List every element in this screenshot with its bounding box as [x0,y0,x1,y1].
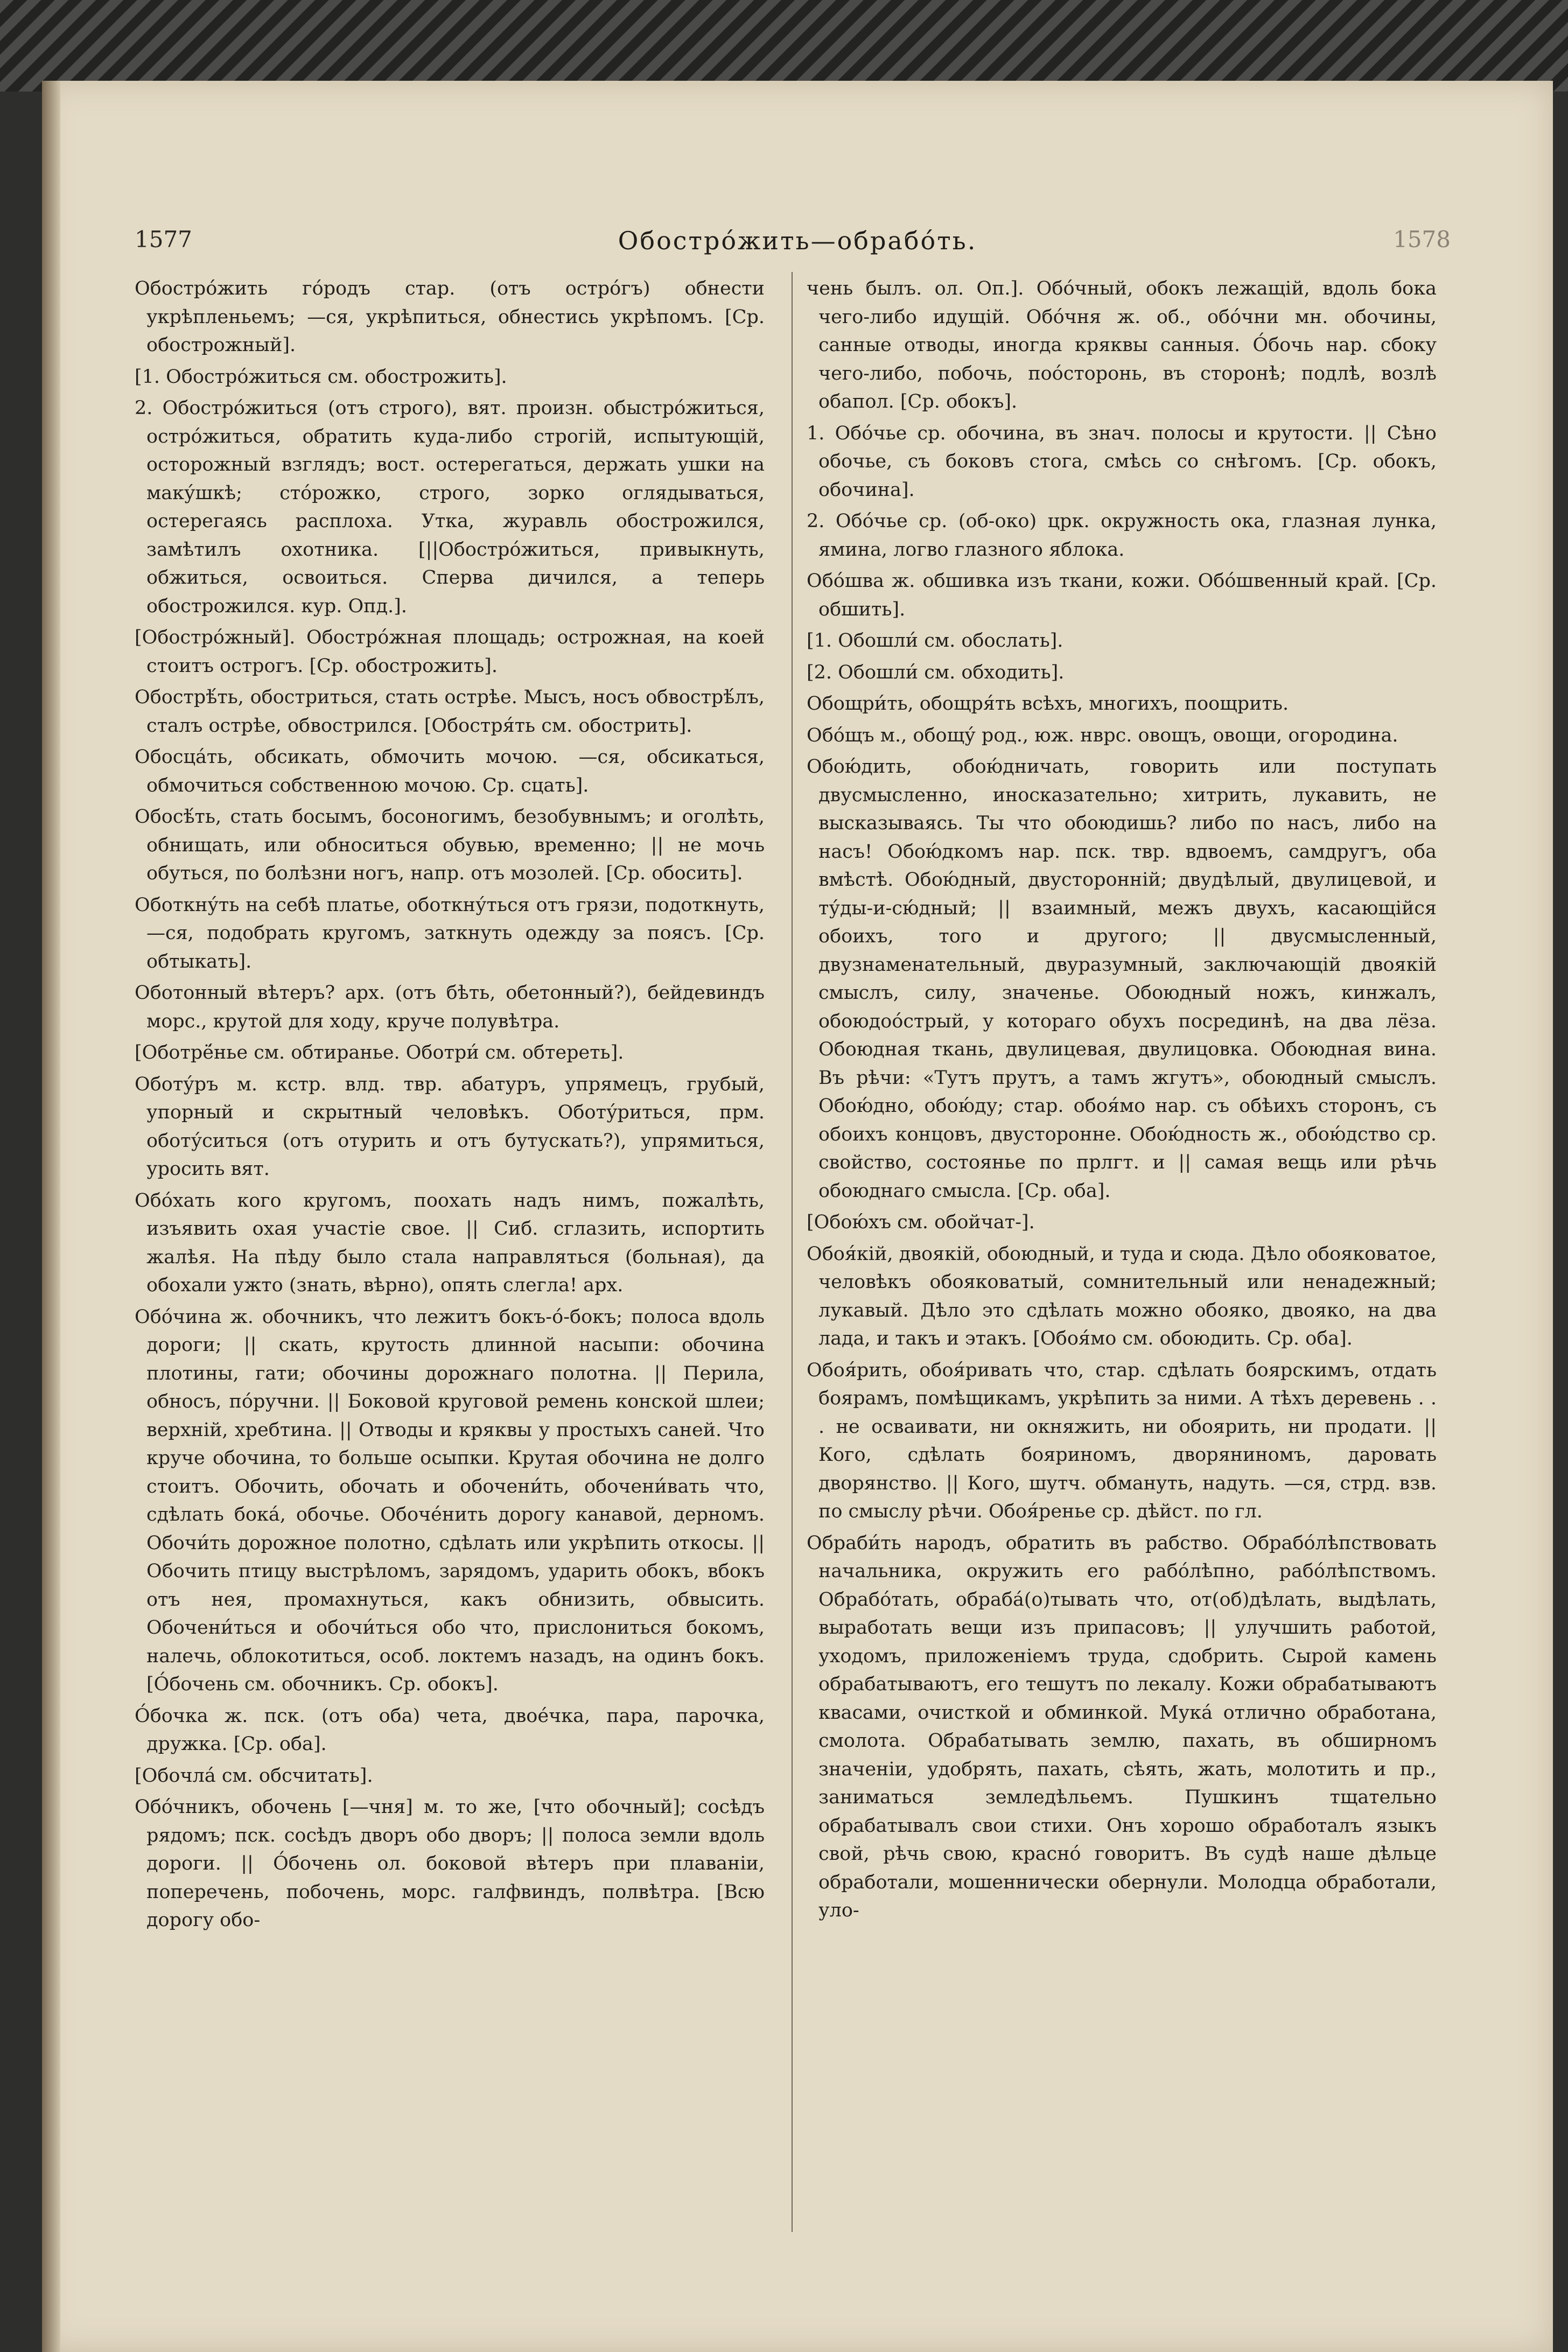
column-divider [792,272,793,2232]
dictionary-entry: [1. Обостро́житься см. обострожить]. [135,366,507,388]
page-header [42,226,1553,264]
dictionary-entry: 2. Обостро́житься (отъ строго), вят. произн. обыстро́житься, остро́житься, обратить куда-либо строгій, испытующій, осторожный взглядъ; вост. остерегаться, держать ушки на маку́шкѣ; сто́рожко, строго, зорко оглядываться, остерегаясь расплоха. Утка, журавль обострожился, замѣтилъ охотника. [||Обостро́житься, привыкнуть, обжиться, освоиться. Сперва дичился, а теперь обострожился. кур. Опд.]. [135,397,765,617]
dictionary-entry: [1. Обошли́ см. обослать]. [807,630,1063,652]
dictionary-entry: Обострѣ́ть, обостриться, стать острѣе. Мысъ, носъ обвострѣ́лъ, сталъ острѣе, обвострился. [Обостря́ть см. обострить]. [135,687,765,737]
dictionary-entry: [Обою́хъ см. обойчат-]. [807,1212,1035,1233]
dictionary-entry: Обо́щъ м., обощу́ род., юж. нврс. овощъ, овощи, огородина. [807,724,1398,746]
dictionary-entry: Обощри́ть, обощря́ть всѣхъ, многихъ, поощрить. [807,693,1289,715]
dictionary-entry: Обо́чникъ, обочень [—чня] м. то же, [что обочный]; сосѣдъ рядомъ; пск. сосѣдъ дворъ обо дворъ; || полоса земли вдоль дороги. || О́бочень ол. боковой вѣтеръ при плаваніи, поперечень, побочень, морс. галфвиндъ, полвѣтра. [Всю дорогу обо- [135,1796,765,1931]
page-spine [42,81,60,2352]
right-column [807,275,1437,1928]
dictionary-entry: Оботонный вѣтеръ? арх. (отъ бѣть, обетонный?), бейдевиндъ морс., крутой для ходу, круче полувѣтра. [135,982,765,1032]
page-number-right: 1578 [1393,226,1451,253]
dictionary-entry: [Обостро́жный]. Обостро́жная площадь; острожная, на коей стоитъ острогъ. [Ср. обострожить]. [135,627,765,677]
background-edge [0,0,1568,92]
running-head: Обостро́жить—обрабо́ть. [618,226,977,255]
dictionary-entry: Обосца́ть, обсикать, обмочить мочою. —ся, обсикаться, обмочиться собственною мочою. Ср. сцать]. [135,746,765,796]
dictionary-entry: Обоя́рить, обоя́ривать что, стар. сдѣлать боярскимъ, отдать боярамъ, помѣщикамъ, укрѣпить за ними. А тѣхъ деревень . . . не осваивати, ни окняжить, ни обоярить, ни продати. || Кого, сдѣлать бояриномъ, дворяниномъ, даровать дворянство. || Кого, шутч. обмануть, надуть. —ся, стрд. взв. по смыслу рѣчи. Обоя́ренье ср. дѣйст. по гл. [807,1359,1437,1522]
dictionary-entry: [Оботрё́нье см. обтиранье. Оботри́ см. обтереть]. [135,1042,624,1063]
dictionary-entry: 2. Обо́чье ср. (об-око) црк. окружность ока, глазная лунка, ямина, логво глазного яблока. [807,510,1437,561]
dictionary-entry: Обо́хать кого кругомъ, поохать надъ нимъ, пожалѣть, изъявить охая участіе свое. || Сиб. сглазить, испортить жалѣя. На пѣду было стала направляться (больная), да обохали ужто (знать, вѣрно), опять слегла! арх. [135,1189,765,1296]
dictionary-entry: Обосѣ́ть, стать босымъ, босоногимъ, безобувнымъ; и оголѣть, обнищать, или обноситься обувью, временно; || не мочь обуться, по болѣзни ногъ, напр. отъ мозолей. [Ср. обосить]. [135,806,765,884]
dictionary-entry: чень былъ. ол. Оп.]. Обо́чный, обокъ лежащій, вдоль бока чего-либо идущій. Обо́чня ж. об., обо́чни мн. обочины, санные отводы, иногда кряквы санныя. О́бочь нар. сбоку чего-либо, побочь, поо́сторонь, въ сторонѣ; подлѣ, возлѣ обапол. [Ср. обокъ]. [807,278,1437,412]
dictionary-entry: Обо́шва ж. обшивка изъ ткани, кожи. Обо́швенный край. [Ср. обшить]. [807,570,1437,620]
dictionary-entry: Оботу́ръ м. кстр. влд. твр. абатуръ, упрямецъ, грубый, упорный и скрытный человѣкъ. Оботу́риться, прм. оботу́ситься (отъ отурить и отъ бутускать?), упрямиться, уросить вят. [135,1073,765,1180]
page-number-left: 1577 [135,226,192,253]
dictionary-entry: О́бочка ж. пск. (отъ оба) чета, двое́чка, пара, парочка, дружка. [Ср. оба]. [135,1705,765,1755]
dictionary-entry: [Обочла́ см. обсчитать]. [135,1765,373,1787]
dictionary-entry: 1. Обо́чье ср. обочина, въ знач. полосы и крутости. || Сѣно обочье, съ боковъ стога, смѣсь со снѣгомъ. [Ср. обокъ, обочина]. [807,422,1437,501]
book-page [42,81,1553,2352]
dictionary-entry: Обо́чина ж. обочникъ, что лежитъ бокъ-ό-бокъ; полоса вдоль дороги; || скать, крутость длинной насыпи: обочина плотины, гати; обочины дорожнаго полотна. || Перила, обносъ, по́ручни. || Боковой круговой ремень конской шлеи; верхній, хребтина. || Отводы и кряквы у простыхъ саней. Что круче обочина, то больше осыпки. Крутая обочина не долго стоитъ. Обочить, обочать и обочени́ть, обочени́вать что, сдѣлать бока́, обочье. Обоче́нить дорогу канавой, дерномъ. Обочи́ть дорожное полотно, сдѣлать или укрѣпить откосы. || Обочить птицу выстрѣломъ, зарядомъ, ударить обокъ, вбокъ отъ нея, промахнуться, какъ обнизить, обвысить. Обочени́ться и обочи́ться обо что, прислониться бокомъ, налечь, облокотиться, особ. локтемъ назадъ, на одинъ бокъ. [О́бочень см. обочникъ. Ср. обокъ]. [135,1306,765,1695]
dictionary-entry: Оботкну́ть на себѣ платье, оботкну́ться отъ грязи, подоткнуть, —ся, подобрать кругомъ, заткнуть одежду за поясъ. [Ср. обтыкать]. [135,894,765,972]
dictionary-entry: [2. Обошли́ см. обходить]. [807,661,1065,683]
dictionary-entry: Обою́дить, обою́дничать, говорить или поступать двусмысленно, иносказательно; хитрить, лукавить, не высказываясь. Ты что обоюдишь? либо по насъ, либо на насъ! Обою́дкомъ нар. пск. твр. вдвоемъ, самдругъ, оба вмѣстѣ. Обою́дный, двусторонній; двудѣлый, двулицевой, и ту́ды-и-сю́дный; || взаимный, межъ двухъ, касающійся обоихъ, того и другого; || двусмысленный, двузнаменательный, двуразумный, заключающій двоякій смыслъ, силу, значенье. Обоюдный ножъ, кинжалъ, обоюдоо́стрый, у котораго обухъ посрединѣ, на два лёза. Обоюдная ткань, двулицевая, двулицовка. Обоюдная вина. Въ рѣчи: «Тутъ прутъ, а тамъ жгутъ», обоюдный смыслъ. Обою́дно, обою́ду; стар. обоя́мо нар. съ обѣихъ сторонъ, съ обоихъ концовъ, двусторонне. Обою́дность ж., обою́дство ср. свойство, состоянье по прлгт. и || самая вещь или рѣчь обоюднаго смысла. [Ср. оба]. [807,756,1437,1202]
dictionary-entry: Обостро́жить го́родъ стар. (отъ остро́гъ) обнести укрѣпленьемъ; —ся, укрѣпиться, обнестись укрѣпомъ. [Ср. обострожный]. [135,278,765,356]
dictionary-entry: Обоя́кій, двоякій, обоюдный, и туда и сюда. Дѣло обояковатое, человѣкъ обояковатый, сомнительный или ненадежный; лукавый. Дѣло это сдѣлать можно обояко, двояко, на два лада, и такъ и этакъ. [Обоя́мо см. обоюдить. Ср. оба]. [807,1243,1437,1349]
left-column [135,275,765,1938]
dictionary-entry: Обраби́ть народъ, обратить въ рабство. Обрабо́лѣпствовать начальника, окружить его рабо́лѣпно, рабо́лѣпствомъ. Обрабо́тать, обраба́(о)тывать что, от(об)дѣлать, выдѣлать, выработать вещи изъ припасовъ; || улучшить работой, уходомъ, приложеніемъ труда, сдобрить. Сырой камень обрабатываютъ, его тешутъ по лекалу. Кожи обрабатываютъ квасами, очисткой и обминкой. Мука́ отлично обработана, смолота. Обрабатывать землю, пахать, въ обширномъ значеніи, удобрять, пахать, сѣять, жать, молотить и пр., заниматься земледѣльемъ. Пушкинъ тщательно обрабатывалъ свои стихи. Онъ хорошо обработалъ языкъ свой, рѣчь свою, красно́ говоритъ. Въ судѣ наше дѣльце обработали, мошеннически обернули. Молодца обработали, уло- [807,1532,1437,1921]
